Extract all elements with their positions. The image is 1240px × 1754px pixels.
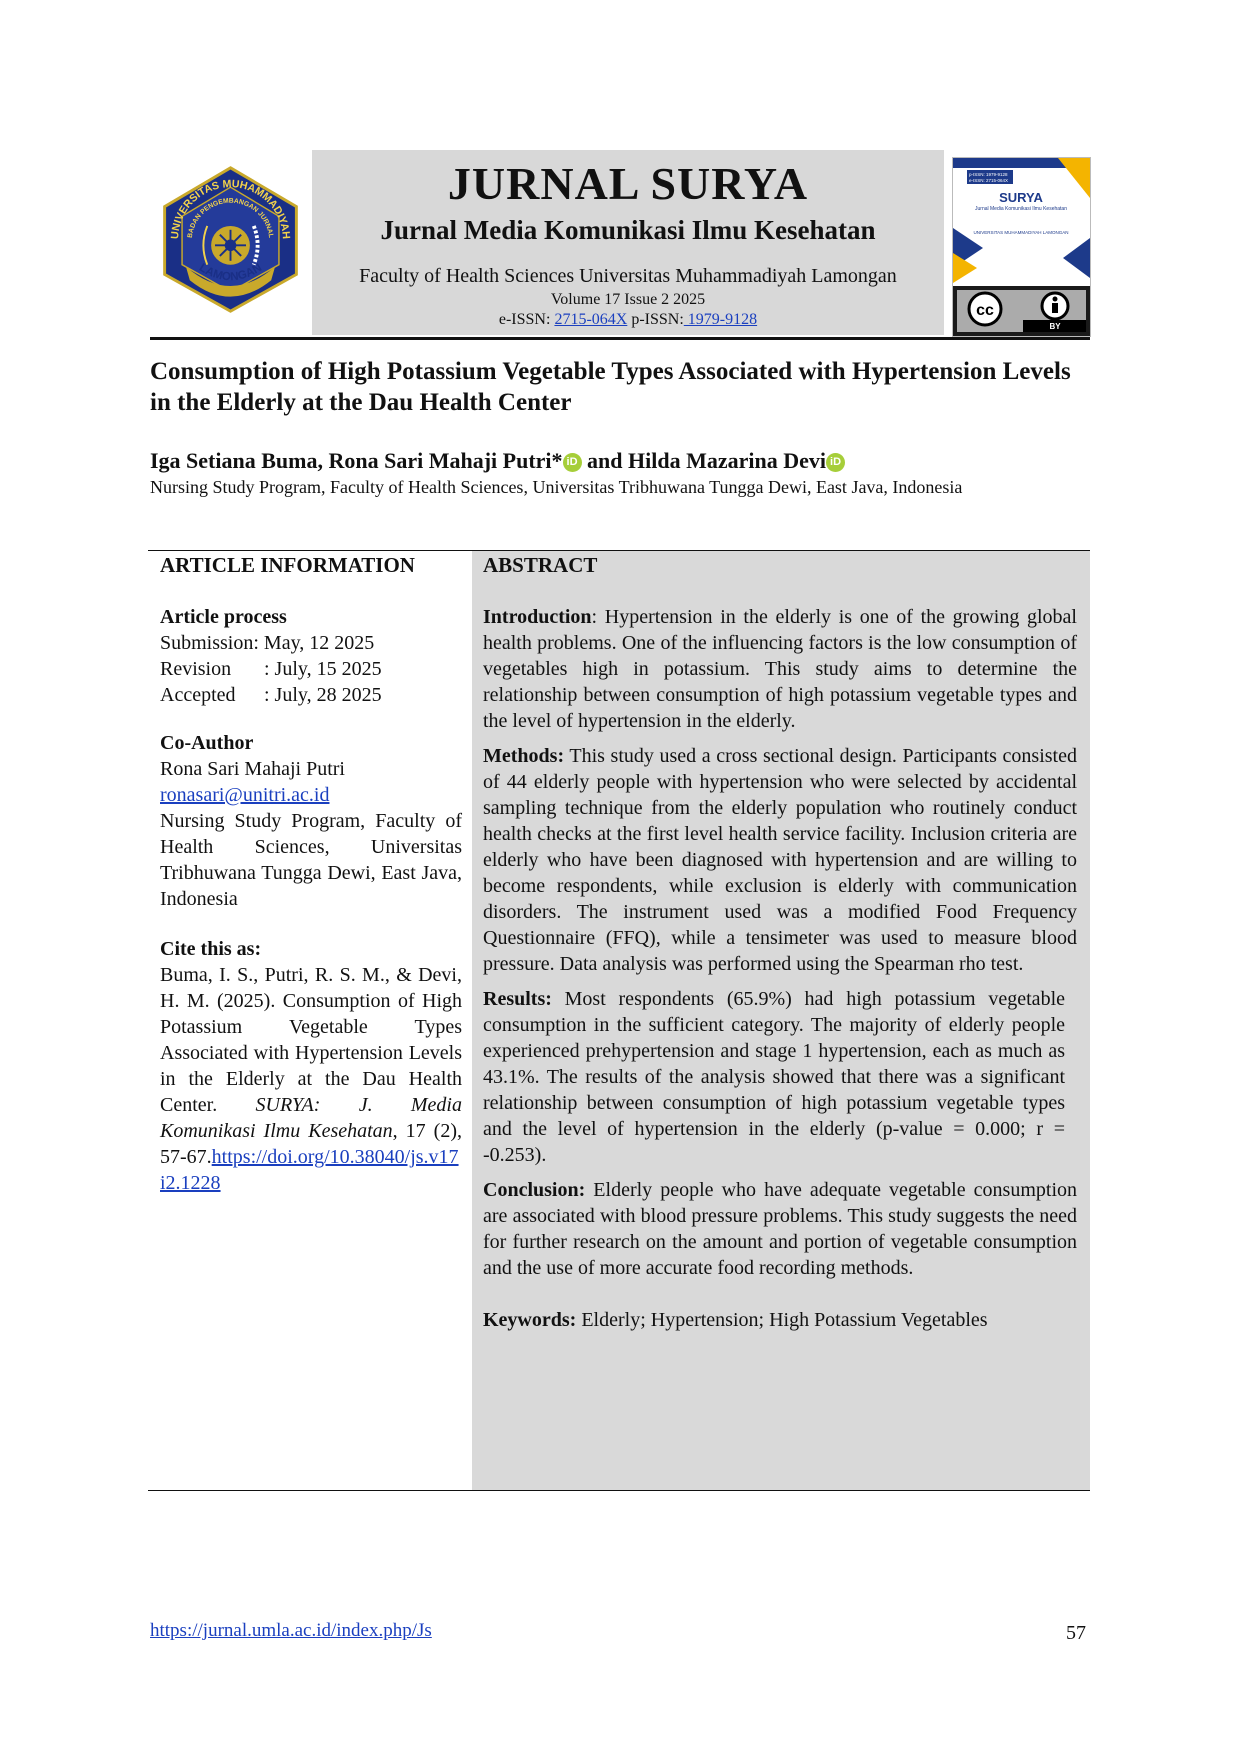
table-bottom-rule xyxy=(148,1490,1090,1491)
doi-link[interactable]: https://doi.org/10.38040/js.v17i2.1228 xyxy=(160,1146,459,1194)
cover-title: SURYA xyxy=(999,190,1043,205)
journal-url-link[interactable]: https://jurnal.umla.ac.id/index.php/Js xyxy=(150,1620,432,1641)
conclusion-text: Elderly people who have adequate vegetable consumption are associated with blood pressure problems. This study suggests the need for further research on the amount and portion of vegetable consumption and the use of more accurate food recording methods. xyxy=(483,1179,1077,1279)
article-title: Consumption of High Potassium Vegetable Types Associated with Hypertension Levels in the Elderly at the Dau Health Center xyxy=(150,358,1071,416)
cover-issn-1: p-ISSN: 1979-9128 xyxy=(969,172,1008,177)
journal-faculty: Faculty of Health Sciences Universitas Muhammadiyah Lamongan xyxy=(359,265,897,287)
keywords-text: Elderly; Hypertension; High Potassium Vegetables xyxy=(576,1309,988,1331)
abstract-conclusion xyxy=(483,1177,1077,1281)
process-label: Accepted xyxy=(160,684,236,706)
process-revision xyxy=(160,656,462,682)
orcid-icon[interactable]: iD xyxy=(826,453,845,472)
cite-heading: Cite this as: xyxy=(160,938,262,960)
journal-issn xyxy=(312,310,944,330)
page-number: 57 xyxy=(1066,1622,1086,1644)
introduction-label: Introduction xyxy=(483,606,592,628)
process-value: : July, 28 2025 xyxy=(264,684,382,706)
keywords-label: Keywords: xyxy=(483,1309,577,1331)
abstract xyxy=(483,552,1077,1333)
journal-volume: Volume 17 Issue 2 2025 xyxy=(550,291,706,308)
process-value: : July, 15 2025 xyxy=(264,658,382,680)
methods-label: Methods: xyxy=(483,745,565,767)
university-logo xyxy=(153,162,308,317)
eissn-label: e-ISSN: xyxy=(498,311,555,328)
citation xyxy=(160,962,462,1196)
cc-icon: cc xyxy=(976,302,994,319)
by-icon: BY xyxy=(1049,322,1061,331)
logo-bottom-text: LAMONGAN xyxy=(196,260,264,284)
coauthor-email-link[interactable]: ronasari@unitri.ac.id xyxy=(160,784,330,806)
pissn-link[interactable]: 1979-9128 xyxy=(683,311,758,328)
author-2: Rona Sari Mahaji Putri* xyxy=(328,448,563,473)
process-label: Submission xyxy=(160,632,254,654)
methods-text: This study used a cross sectional design. Participants consisted of 44 elderly people with hypertension who were selected by accidental sampling technique from the elderly population who routinely conduct health checks at the first level health service facility. Inclusion criteria are elderly who have been diagnosed with hypertension and are willing to become respondents, while exclusion is elderly with communication disorders. The instrument used was a modified Food Frequency Questionnaire (FFQ), while a tensimeter was used to measure blood pressure. Data analysis was performed using the Spearman rho test. xyxy=(483,745,1077,975)
pissn-label: p-ISSN: xyxy=(627,311,684,328)
author-3: Hilda Mazarina Devi xyxy=(628,448,827,473)
journal-title: JURNAL SURYA xyxy=(447,158,809,209)
article-information xyxy=(160,552,462,1196)
abstract-methods xyxy=(483,743,1077,977)
citation-tail: , 17 (2), 57-67. xyxy=(160,1120,462,1168)
abstract-heading: ABSTRACT xyxy=(483,553,598,577)
coauthor-affiliation: Nursing Study Program, Faculty of Health Sciences, Universitas Tribhuwana Tungga Dewi, East Java, Indonesia xyxy=(160,810,462,910)
journal-header xyxy=(312,150,944,335)
citation-journal: SURYA: J. Media Komunikasi Ilmu Kesehatan xyxy=(160,1094,462,1142)
author-affiliation: Nursing Study Program, Faculty of Health Sciences, Universitas Tribhuwana Tungga Dewi, East Java, Indonesia xyxy=(150,477,963,497)
conclusion-label: Conclusion: xyxy=(483,1179,586,1201)
logo-inner-text: BADAN PENGEMBANGAN JURNAL xyxy=(186,197,275,239)
journal-cover-thumbnail xyxy=(952,157,1091,337)
cover-issn-2: e-ISSN: 2715-064X xyxy=(969,178,1009,183)
coauthor-heading: Co-Author xyxy=(160,732,254,754)
process-submission xyxy=(160,630,462,656)
process-accepted xyxy=(160,682,462,708)
journal-subtitle: Jurnal Media Komunikasi Ilmu Kesehatan xyxy=(380,215,876,245)
citation-text: Buma, I. S., Putri, R. S. M., & Devi, H. M. (2025). Consumption of High Potassium Vegetable Types Associated with Hypertension Levels in the Elderly at the Dau Health Center. xyxy=(160,964,462,1116)
article-authors xyxy=(150,447,1090,475)
abstract-keywords xyxy=(483,1307,1077,1333)
abstract-introduction xyxy=(483,604,1077,734)
article-info-heading: ARTICLE INFORMATION xyxy=(160,553,415,577)
introduction-text: : Hypertension in the elderly is one of the growing global health problems. One of the influencing factors is the low consumption of vegetables high in potassium. This study aims to determine the relationship between consumption of high potassium vegetable types and the level of hypertension in the elderly. xyxy=(483,606,1077,732)
article-process-heading: Article process xyxy=(160,606,287,628)
process-label: Revision xyxy=(160,658,232,680)
orcid-icon[interactable]: iD xyxy=(563,453,582,472)
cover-publisher: UNIVERSITAS MUHAMMADIYAH LAMONGAN xyxy=(973,230,1069,235)
coauthor-name: Rona Sari Mahaji Putri xyxy=(160,758,345,780)
process-value: : May, 12 2025 xyxy=(253,632,375,654)
author-and: and xyxy=(581,448,629,473)
abstract-results xyxy=(483,986,1077,1168)
results-text: Most respondents (65.9%) had high potassium vegetable consumption in the sufficient category. The majority of elderly people experienced prehypertension and stage 1 hypertension, each as much as 43.1%. The results of the analysis showed that there was a significant relationship between consumption of high potassium vegetable types and the level of hypertension in the elderly (p-value = 0.000; r = -0.253). xyxy=(483,988,1065,1166)
eissn-link[interactable]: 2715-064X xyxy=(554,311,628,328)
author-1: Iga Setiana Buma, xyxy=(150,448,329,473)
header-divider xyxy=(150,337,1090,340)
results-label: Results: xyxy=(483,988,552,1010)
cover-subtitle: Jurnal Media Komunikasi Ilmu Kesehatan xyxy=(975,206,1067,212)
logo-top-text: UNIVERSITAS MUHAMMADIYAH xyxy=(169,178,292,240)
